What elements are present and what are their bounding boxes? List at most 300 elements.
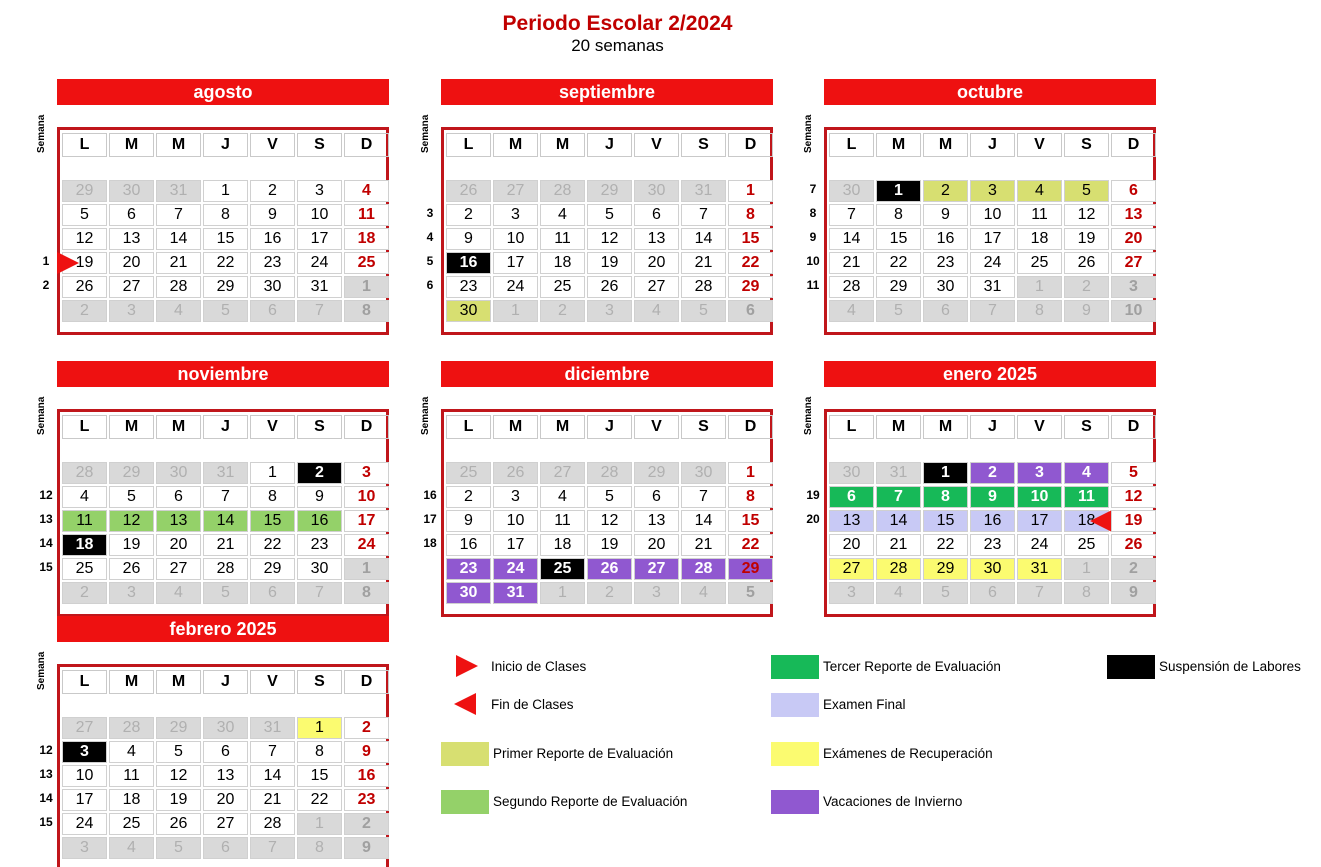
day-cell: 5 <box>156 741 201 763</box>
day-cell: 15 <box>203 228 248 250</box>
day-cell: 5 <box>587 486 632 508</box>
day-cell: 3 <box>1017 462 1062 484</box>
month-6 <box>36 616 389 867</box>
day-cell: 1 <box>344 276 389 298</box>
day-cell: 1 <box>344 558 389 580</box>
day-cell: 30 <box>446 300 491 322</box>
day-cell: 28 <box>587 462 632 484</box>
month-3 <box>36 361 389 617</box>
day-cell: 30 <box>829 180 874 202</box>
day-cell: 29 <box>156 717 201 739</box>
day-header: S <box>297 670 342 694</box>
day-cell: 5 <box>587 204 632 226</box>
day-cell: 3 <box>109 300 154 322</box>
fin-clases-marker-icon <box>1090 510 1112 532</box>
day-cell: 29 <box>923 558 968 580</box>
month-title: enero 2025 <box>824 361 1156 387</box>
day-cell: 3 <box>493 486 538 508</box>
day-cell: 22 <box>297 789 342 811</box>
day-cell: 27 <box>1111 252 1156 274</box>
day-cell: 9 <box>446 228 491 250</box>
day-cell: 5 <box>728 582 773 604</box>
day-header: V <box>250 133 295 157</box>
day-cell: 5 <box>681 300 726 322</box>
day-cell: 7 <box>250 741 295 763</box>
legend-swatch <box>441 790 489 814</box>
day-cell: 22 <box>728 534 773 556</box>
day-cell: 14 <box>681 510 726 532</box>
day-cell: 21 <box>681 534 726 556</box>
month-calendar <box>824 409 1156 617</box>
day-cell: 7 <box>1017 582 1062 604</box>
day-cell: 1 <box>1017 276 1062 298</box>
day-cell: 1 <box>297 813 342 835</box>
day-cell: 2 <box>923 180 968 202</box>
legend-label: Fin de Clases <box>491 697 574 712</box>
day-cell: 23 <box>250 252 295 274</box>
day-cell: 9 <box>1064 300 1109 322</box>
legend-swatch <box>1107 655 1155 679</box>
day-cell: 4 <box>156 300 201 322</box>
day-cell: 17 <box>970 228 1015 250</box>
day-cell: 30 <box>681 462 726 484</box>
day-cell: 7 <box>297 582 342 604</box>
week-number: 13 <box>39 512 53 526</box>
day-cell: 14 <box>876 510 921 532</box>
day-cell: 28 <box>540 180 585 202</box>
day-grid <box>446 130 776 326</box>
day-cell: 30 <box>250 276 295 298</box>
week-number: 14 <box>39 536 53 550</box>
day-cell: 2 <box>297 462 342 484</box>
day-cell: 27 <box>634 558 679 580</box>
day-cell: 13 <box>109 228 154 250</box>
day-cell: 13 <box>829 510 874 532</box>
day-cell: 22 <box>250 534 295 556</box>
day-cell: 9 <box>970 486 1015 508</box>
day-cell: 28 <box>109 717 154 739</box>
day-cell: 19 <box>109 534 154 556</box>
day-header: M <box>156 133 201 157</box>
day-cell: 20 <box>156 534 201 556</box>
month-1 <box>420 79 773 335</box>
day-cell: 20 <box>203 789 248 811</box>
day-cell: 8 <box>297 837 342 859</box>
month-calendar <box>57 409 389 617</box>
day-cell: 25 <box>1017 252 1062 274</box>
day-cell: 20 <box>634 252 679 274</box>
day-header: M <box>109 670 154 694</box>
day-cell: 25 <box>446 462 491 484</box>
day-cell: 27 <box>493 180 538 202</box>
day-header: J <box>587 415 632 439</box>
day-cell: 7 <box>829 204 874 226</box>
day-cell: 10 <box>493 228 538 250</box>
week-number: 3 <box>426 206 434 220</box>
day-cell: 5 <box>109 486 154 508</box>
day-header: J <box>203 133 248 157</box>
day-cell: 15 <box>876 228 921 250</box>
day-cell: 1 <box>728 462 773 484</box>
month-calendar <box>441 127 773 335</box>
day-cell: 1 <box>923 462 968 484</box>
day-cell: 29 <box>587 180 632 202</box>
day-cell: 29 <box>876 276 921 298</box>
day-header: M <box>156 670 201 694</box>
day-cell: 31 <box>297 276 342 298</box>
day-header: D <box>1111 133 1156 157</box>
day-cell: 6 <box>203 741 248 763</box>
day-cell: 11 <box>540 510 585 532</box>
semana-label: Semana <box>36 651 47 690</box>
day-cell: 3 <box>634 582 679 604</box>
day-cell: 6 <box>1111 180 1156 202</box>
day-cell: 16 <box>923 228 968 250</box>
day-cell: 20 <box>634 534 679 556</box>
day-cell: 9 <box>344 837 389 859</box>
day-cell: 26 <box>446 180 491 202</box>
day-cell: 6 <box>970 582 1015 604</box>
fin-clases-legend-icon <box>454 693 476 715</box>
week-number: 9 <box>809 230 817 244</box>
day-cell: 4 <box>1017 180 1062 202</box>
day-cell: 16 <box>446 252 491 274</box>
day-cell: 12 <box>62 228 107 250</box>
day-cell: 25 <box>540 558 585 580</box>
day-cell: 1 <box>203 180 248 202</box>
day-cell: 1 <box>728 180 773 202</box>
day-cell: 26 <box>1064 252 1109 274</box>
legend-label: Examen Final <box>823 697 906 712</box>
day-cell: 1 <box>250 462 295 484</box>
day-cell: 12 <box>587 510 632 532</box>
day-cell: 30 <box>203 717 248 739</box>
day-cell: 18 <box>62 534 107 556</box>
day-cell: 6 <box>728 300 773 322</box>
semana-label: Semana <box>36 114 47 153</box>
day-cell: 17 <box>493 534 538 556</box>
day-cell: 18 <box>540 534 585 556</box>
day-cell: 31 <box>681 180 726 202</box>
day-cell: 27 <box>62 717 107 739</box>
day-cell: 11 <box>344 204 389 226</box>
day-cell: 23 <box>446 558 491 580</box>
day-cell: 30 <box>446 582 491 604</box>
day-header: J <box>970 415 1015 439</box>
day-cell: 21 <box>681 252 726 274</box>
day-cell: 4 <box>156 582 201 604</box>
day-cell: 15 <box>728 228 773 250</box>
day-cell: 29 <box>728 276 773 298</box>
day-cell: 5 <box>923 582 968 604</box>
day-header: M <box>540 133 585 157</box>
inicio-clases-marker-icon <box>57 252 79 274</box>
day-cell: 9 <box>446 510 491 532</box>
week-number: 8 <box>809 206 817 220</box>
day-cell: 28 <box>203 558 248 580</box>
legend-label: Primer Reporte de Evaluación <box>493 746 674 761</box>
day-cell: 10 <box>493 510 538 532</box>
week-number: 12 <box>39 488 53 502</box>
day-cell: 3 <box>344 462 389 484</box>
day-cell: 13 <box>634 510 679 532</box>
month-4 <box>420 361 773 617</box>
day-header: L <box>446 415 491 439</box>
day-cell: 17 <box>1017 510 1062 532</box>
week-number: 15 <box>39 815 53 829</box>
month-title: febrero 2025 <box>57 616 389 642</box>
day-header: M <box>876 415 921 439</box>
day-cell: 17 <box>344 510 389 532</box>
day-header: S <box>681 415 726 439</box>
day-cell: 13 <box>634 228 679 250</box>
day-header: M <box>923 415 968 439</box>
day-cell: 7 <box>970 300 1015 322</box>
day-cell: 2 <box>344 717 389 739</box>
day-cell: 4 <box>62 486 107 508</box>
day-header: D <box>728 415 773 439</box>
day-cell: 25 <box>62 558 107 580</box>
day-cell: 8 <box>1017 300 1062 322</box>
day-header: D <box>344 133 389 157</box>
day-cell: 3 <box>493 204 538 226</box>
day-cell: 19 <box>156 789 201 811</box>
day-cell: 19 <box>587 534 632 556</box>
day-cell: 5 <box>203 582 248 604</box>
legend-swatch <box>441 742 489 766</box>
semana-label: Semana <box>420 114 431 153</box>
day-cell: 24 <box>970 252 1015 274</box>
day-cell: 21 <box>250 789 295 811</box>
day-header: D <box>344 415 389 439</box>
day-cell: 10 <box>970 204 1015 226</box>
day-cell: 23 <box>344 789 389 811</box>
week-number: 6 <box>426 278 434 292</box>
week-number: 2 <box>42 278 50 292</box>
day-cell: 5 <box>62 204 107 226</box>
day-cell: 30 <box>297 558 342 580</box>
month-5 <box>803 361 1156 617</box>
day-header: L <box>446 133 491 157</box>
day-cell: 8 <box>344 582 389 604</box>
week-number: 14 <box>39 791 53 805</box>
day-cell: 19 <box>62 252 107 274</box>
page-subtitle: 20 semanas <box>571 36 664 55</box>
month-2 <box>803 79 1156 335</box>
day-header: M <box>923 133 968 157</box>
day-cell: 27 <box>109 276 154 298</box>
day-header: J <box>203 670 248 694</box>
day-cell: 7 <box>681 486 726 508</box>
legend-label: Suspensión de Labores <box>1159 659 1301 674</box>
day-cell: 18 <box>1064 510 1109 532</box>
day-cell: 27 <box>829 558 874 580</box>
day-cell: 12 <box>1064 204 1109 226</box>
legend-swatch <box>771 790 819 814</box>
month-calendar <box>57 127 389 335</box>
day-cell: 31 <box>156 180 201 202</box>
day-cell: 2 <box>62 582 107 604</box>
day-cell: 21 <box>876 534 921 556</box>
day-header: M <box>876 133 921 157</box>
day-cell: 14 <box>203 510 248 532</box>
day-cell: 7 <box>250 837 295 859</box>
day-cell: 22 <box>923 534 968 556</box>
week-number: 4 <box>426 230 434 244</box>
day-cell: 4 <box>876 582 921 604</box>
day-cell: 17 <box>62 789 107 811</box>
day-cell: 22 <box>728 252 773 274</box>
day-grid <box>62 667 392 863</box>
day-cell: 17 <box>297 228 342 250</box>
legend-label: Tercer Reporte de Evaluación <box>823 659 1001 674</box>
day-cell: 30 <box>970 558 1015 580</box>
day-cell: 14 <box>681 228 726 250</box>
day-cell: 8 <box>1064 582 1109 604</box>
day-cell: 12 <box>587 228 632 250</box>
day-cell: 9 <box>297 486 342 508</box>
day-cell: 2 <box>62 300 107 322</box>
week-number: 15 <box>39 560 53 574</box>
day-cell: 13 <box>156 510 201 532</box>
day-cell: 4 <box>109 741 154 763</box>
day-cell: 30 <box>109 180 154 202</box>
day-cell: 24 <box>62 813 107 835</box>
week-number: 17 <box>423 512 437 526</box>
day-header: M <box>156 415 201 439</box>
day-cell: 23 <box>923 252 968 274</box>
day-cell: 13 <box>203 765 248 787</box>
day-cell: 26 <box>587 558 632 580</box>
day-cell: 15 <box>728 510 773 532</box>
day-cell: 1 <box>493 300 538 322</box>
month-title: agosto <box>57 79 389 105</box>
day-cell: 12 <box>109 510 154 532</box>
day-header: S <box>1064 133 1109 157</box>
month-title: diciembre <box>441 361 773 387</box>
day-header: S <box>681 133 726 157</box>
day-cell: 3 <box>829 582 874 604</box>
day-cell: 15 <box>923 510 968 532</box>
legend-swatch <box>771 655 819 679</box>
day-header: L <box>62 415 107 439</box>
day-cell: 9 <box>250 204 295 226</box>
day-cell: 25 <box>109 813 154 835</box>
day-cell: 4 <box>540 204 585 226</box>
day-cell: 4 <box>344 180 389 202</box>
semana-label: Semana <box>36 396 47 435</box>
semana-label: Semana <box>803 114 814 153</box>
month-title: noviembre <box>57 361 389 387</box>
day-header: V <box>634 415 679 439</box>
day-grid <box>829 412 1159 608</box>
day-cell: 29 <box>203 276 248 298</box>
day-cell: 24 <box>493 276 538 298</box>
day-cell: 14 <box>829 228 874 250</box>
day-cell: 13 <box>1111 204 1156 226</box>
legend-label: Inicio de Clases <box>491 659 587 674</box>
day-cell: 7 <box>681 204 726 226</box>
day-cell: 26 <box>109 558 154 580</box>
day-header: V <box>1017 133 1062 157</box>
day-cell: 4 <box>829 300 874 322</box>
day-cell: 6 <box>250 300 295 322</box>
day-header: D <box>344 670 389 694</box>
day-cell: 11 <box>1064 486 1109 508</box>
day-cell: 26 <box>1111 534 1156 556</box>
day-cell: 2 <box>344 813 389 835</box>
day-cell: 1 <box>540 582 585 604</box>
week-number: 5 <box>426 254 434 268</box>
day-cell: 29 <box>62 180 107 202</box>
day-cell: 10 <box>1017 486 1062 508</box>
month-title: octubre <box>824 79 1156 105</box>
month-0 <box>36 79 389 335</box>
day-header: J <box>203 415 248 439</box>
legend-label: Exámenes de Recuperación <box>823 746 993 761</box>
week-number: 13 <box>39 767 53 781</box>
day-cell: 3 <box>970 180 1015 202</box>
day-cell: 28 <box>250 813 295 835</box>
day-cell: 29 <box>634 462 679 484</box>
day-cell: 3 <box>62 837 107 859</box>
day-cell: 8 <box>728 204 773 226</box>
day-cell: 20 <box>1111 228 1156 250</box>
day-cell: 30 <box>829 462 874 484</box>
day-grid <box>446 412 776 608</box>
day-cell: 31 <box>876 462 921 484</box>
day-header: M <box>109 415 154 439</box>
day-cell: 6 <box>634 486 679 508</box>
day-cell: 26 <box>156 813 201 835</box>
day-header: M <box>493 133 538 157</box>
day-cell: 23 <box>970 534 1015 556</box>
day-cell: 30 <box>156 462 201 484</box>
day-cell: 27 <box>203 813 248 835</box>
day-cell: 19 <box>587 252 632 274</box>
day-grid <box>62 130 392 326</box>
day-cell: 7 <box>203 486 248 508</box>
day-cell: 5 <box>203 300 248 322</box>
day-header: V <box>634 133 679 157</box>
day-cell: 4 <box>681 582 726 604</box>
day-cell: 16 <box>297 510 342 532</box>
day-cell: 25 <box>1064 534 1109 556</box>
day-cell: 16 <box>344 765 389 787</box>
week-number: 7 <box>809 182 817 196</box>
day-cell: 28 <box>681 558 726 580</box>
day-cell: 4 <box>540 486 585 508</box>
day-cell: 17 <box>493 252 538 274</box>
day-header: L <box>62 133 107 157</box>
day-cell: 29 <box>728 558 773 580</box>
day-cell: 11 <box>1017 204 1062 226</box>
day-header: M <box>540 415 585 439</box>
week-number: 16 <box>423 488 437 502</box>
day-header: V <box>250 415 295 439</box>
day-cell: 30 <box>634 180 679 202</box>
day-cell: 2 <box>446 486 491 508</box>
legend-label: Vacaciones de Invierno <box>823 794 963 809</box>
day-cell: 15 <box>250 510 295 532</box>
day-header: L <box>829 133 874 157</box>
week-number: 1 <box>42 254 50 268</box>
day-cell: 24 <box>1017 534 1062 556</box>
day-cell: 11 <box>62 510 107 532</box>
day-grid <box>62 412 392 608</box>
day-cell: 6 <box>203 837 248 859</box>
day-cell: 31 <box>1017 558 1062 580</box>
